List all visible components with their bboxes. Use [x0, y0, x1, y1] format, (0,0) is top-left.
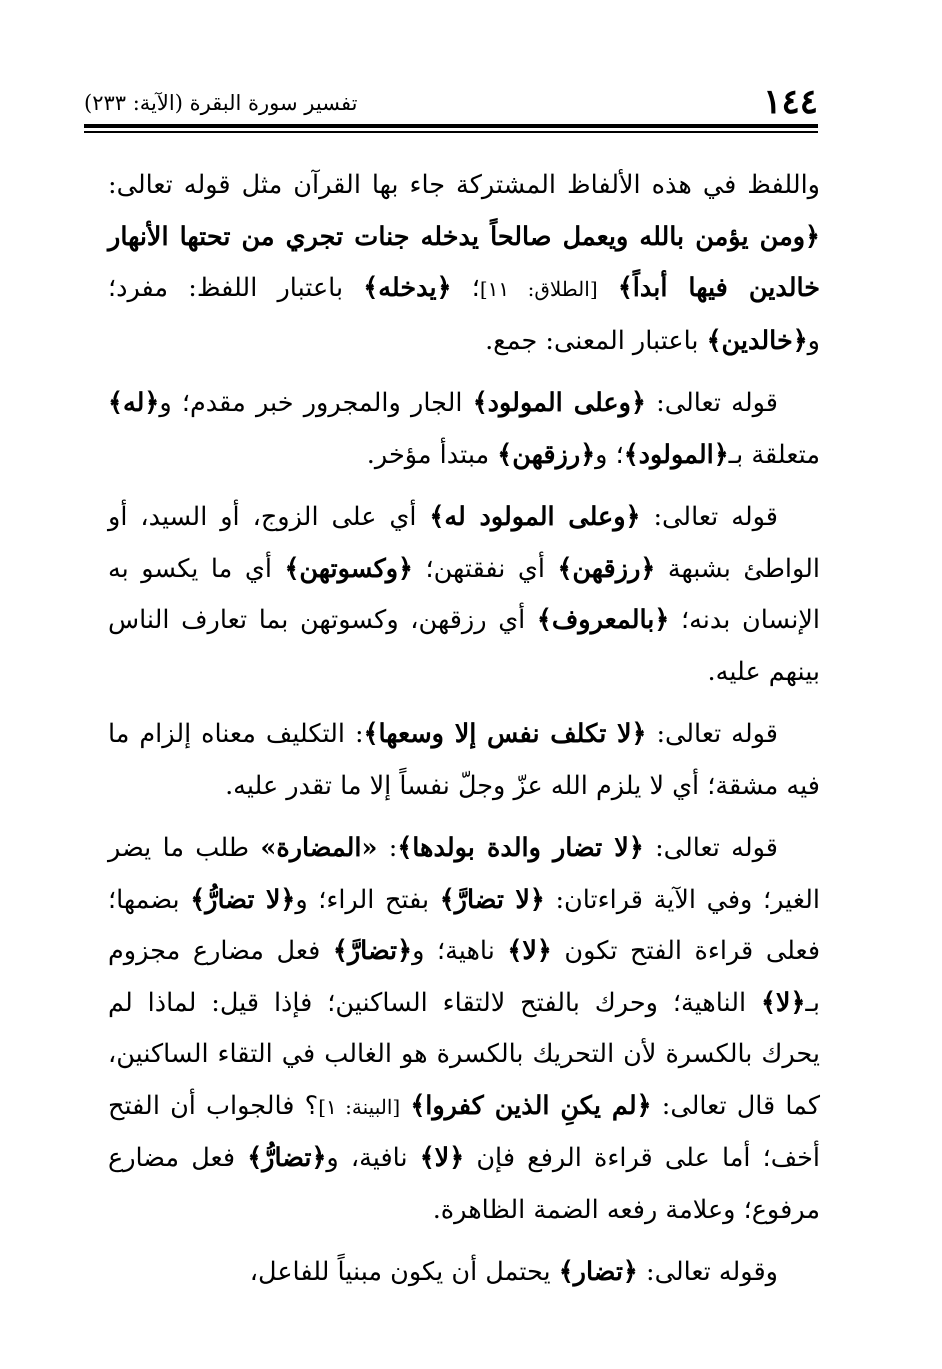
- quranic-quote: ﴿بالمعروف﴾: [536, 605, 670, 635]
- quranic-quote: ﴿وعلى المولود﴾: [472, 388, 646, 418]
- paragraph-6: [108, 1247, 820, 1299]
- paragraph-text: ؛: [451, 273, 480, 303]
- quranic-quote: ﴿لا﴾: [419, 1143, 465, 1173]
- paragraph-text: قوله تعالى:: [640, 502, 778, 532]
- paragraph-text: واللفظ في هذه الألفاظ المشتركة جاء بها القرآن مثل قوله تعالى:: [108, 170, 820, 200]
- paragraph-text: أي ما يكسو به الإنسان بدنه؛: [108, 553, 820, 635]
- paragraph-text: فعل مضارع مرفوع؛ وعلامة رفعه الضمة الظاهرة.: [108, 1143, 820, 1225]
- page-number: ١٤٤: [763, 82, 818, 122]
- quranic-quote: ﴿لم يكنِ الذين كفروا﴾: [410, 1090, 652, 1121]
- page-header: [84, 84, 818, 124]
- quranic-quote: ﴿رزقهن﴾: [557, 553, 656, 584]
- paragraph-text: مبتدأ مؤخر.: [366, 439, 498, 470]
- quranic-quote: ﴿خالدين﴾: [706, 325, 808, 356]
- paragraph-text: قوله تعالى:: [643, 833, 778, 863]
- paragraph-text: ؟ فالجواب أن الفتح أخف؛ أما على قراءة الرفع فإن: [108, 1090, 820, 1173]
- paragraph-text: متعلقة بـ: [728, 439, 820, 470]
- quranic-quote: ﴿وعلى المولود له﴾: [429, 502, 641, 532]
- quranic-quote: ﴿تضارُّ﴾: [247, 1143, 327, 1173]
- paragraph-text: [400, 1091, 410, 1121]
- quranic-quote: ﴿لا تضارُّ﴾: [190, 884, 296, 915]
- paragraph-3: [108, 492, 820, 698]
- quranic-quote: ﴿المولود﴾: [623, 439, 729, 470]
- paragraph-text: الجار والمجرور خبر مقدم؛ و: [159, 388, 473, 418]
- header-rule-thin: [84, 131, 818, 133]
- header-rule-thick: [84, 124, 818, 128]
- quranic-quote: ﴿لا﴾: [760, 987, 806, 1018]
- quranic-quote: ﴿لا﴾: [507, 936, 552, 966]
- quranic-quote: ﴿يدخله﴾: [363, 273, 452, 303]
- verse-reference: [البينة: ١]: [318, 1094, 401, 1119]
- paragraph-text: :: [377, 833, 398, 863]
- paragraph-text: قوله تعالى:: [646, 719, 778, 749]
- paragraph-text: نافية، و: [326, 1143, 420, 1173]
- quranic-quote: ﴿رزقهن﴾: [497, 439, 596, 470]
- paragraph-text: بضمها؛ فعلى قراءة الفتح تكون: [108, 884, 821, 966]
- paragraph-4: [108, 709, 820, 812]
- paragraph-text: أي على الزوج، أو السيد، أو الواطئ بشبهة: [108, 502, 821, 584]
- quranic-quote: ﴿لا تكلف نفس إلا وسعها﴾: [363, 719, 647, 749]
- paragraph-2: [108, 378, 820, 481]
- paragraph-text: يحتمل أن يكون مبنياً للفاعل،: [249, 1257, 559, 1287]
- paragraph-1: [108, 160, 820, 367]
- quranic-quote: ﴿ومن يؤمن بالله ويعمل صالحاً يدخله جنات تجري من تحتها الأنهار خالدين فيها أبداً﴾: [108, 221, 821, 303]
- paragraph-text: قوله تعالى:: [645, 388, 778, 418]
- paragraph-text: أي نفقتهن؛: [412, 553, 558, 584]
- paragraph-text: فعل مضارع مجزوم بـ: [108, 936, 820, 1018]
- paragraph-5: [108, 823, 820, 1236]
- quranic-quote: ﴿تضارَّ﴾: [332, 936, 413, 966]
- verse-reference: [الطلاق: ١١]: [479, 277, 598, 301]
- quranic-quote: ﴿تضار﴾: [558, 1257, 638, 1287]
- paragraph-text: الناهية؛ وحرك بالفتح لالتقاء الساكنين؛ فإذا قيل: لماذا لم يحرك بالكسرة لأن التحريك بالكسرة هو الغالب في التقاء الساكنين، كما قال تعالى:: [108, 987, 820, 1121]
- quranic-quote: ﴿وكسوتهن﴾: [284, 553, 413, 584]
- paragraph-text: طلب ما يضر الغير؛ وفي الآية قراءتان:: [108, 833, 820, 915]
- paragraph-text: باعتبار المعنى: جمع.: [485, 325, 707, 356]
- running-title: تفسير سورة البقرة (الآية: ٢٣٣): [84, 91, 358, 115]
- paragraph-text: ؛ و: [595, 439, 624, 470]
- paragraph-text: وقوله تعالى:: [637, 1257, 778, 1287]
- paragraph-text: ناهية؛ و: [412, 936, 508, 966]
- quranic-quote: ﴿لا تضارَّ﴾: [439, 884, 545, 915]
- page-body: [108, 160, 820, 1310]
- paragraph-text: بفتح الراء؛ و: [295, 884, 440, 915]
- quranic-quote: «المضارة»: [260, 833, 378, 863]
- quranic-quote: ﴿لا تضار والدة بولدها﴾: [397, 833, 644, 863]
- paragraph-text: [598, 273, 618, 303]
- paragraph-text: أي رزقهن، وكسوتهن بما تعارف الناس بينهم عليه.: [108, 605, 820, 687]
- paragraph-text: : التكليف معناه إلزام ما فيه مشقة؛ أي لا يلزم الله عزّ وجلّ نفساً إلا ما تقدر عليه.: [108, 719, 820, 801]
- paragraph-text: باعتبار اللفظ: مفرد؛ و: [108, 273, 820, 356]
- quranic-quote: ﴿له﴾: [108, 388, 160, 418]
